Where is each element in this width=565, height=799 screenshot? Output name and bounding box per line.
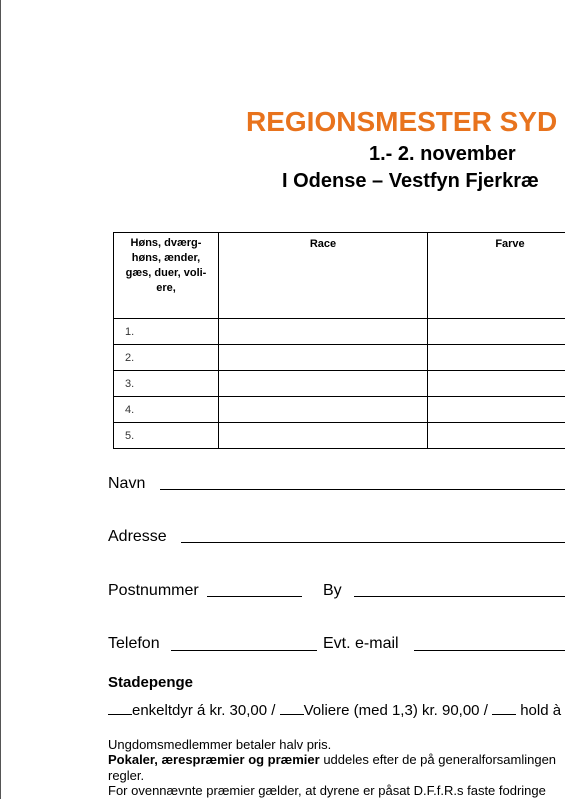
table-row[interactable]	[114, 423, 565, 449]
prizes-note-rest: uddeles efter de på generalforsamlingen	[319, 752, 557, 767]
hold-count-blank[interactable]	[492, 700, 516, 715]
column-header-race: Race	[219, 233, 428, 319]
row-number: 2.	[114, 345, 219, 371]
entry-table	[113, 232, 565, 449]
race-cell[interactable]	[219, 345, 428, 371]
name-label: Navn	[108, 475, 146, 492]
farve-cell[interactable]	[428, 345, 565, 371]
table-row[interactable]	[114, 345, 565, 371]
column-header-farve: Farve	[428, 233, 565, 319]
farve-cell[interactable]	[428, 319, 565, 345]
postal-field-line[interactable]	[207, 596, 302, 597]
aviary-fee-text: Voliere (med 1,3) kr. 90,00 /	[303, 702, 488, 719]
phone-label: Telefon	[108, 635, 160, 652]
aviary-count-blank[interactable]	[280, 700, 304, 715]
row-number: 3.	[114, 371, 219, 397]
rules-note: regler.	[108, 768, 145, 783]
single-fee-text: enkeltdyr á kr. 30,00 /	[132, 702, 276, 719]
row-number: 5.	[114, 423, 219, 449]
race-cell[interactable]	[219, 319, 428, 345]
race-cell[interactable]	[219, 371, 428, 397]
row-number: 4.	[114, 397, 219, 423]
farve-cell[interactable]	[428, 371, 565, 397]
column-header-species	[114, 233, 219, 319]
city-field-line[interactable]	[354, 596, 565, 597]
address-field-line[interactable]	[181, 542, 565, 543]
event-venue: I Odense – Vestfyn Fjerkræ	[282, 170, 539, 192]
species-header-line: ere,	[156, 282, 176, 294]
species-header-line: Høns, dværg-	[130, 237, 202, 249]
table-row[interactable]	[114, 371, 565, 397]
hold-fee-text: hold à	[520, 702, 562, 719]
table-header-row	[114, 233, 565, 319]
prizes-note-bold: Pokaler, ærespræmier og præmier	[108, 752, 320, 767]
fees-heading: Stadepenge	[108, 674, 194, 691]
phone-field-line[interactable]	[171, 650, 317, 651]
species-header-line: høns, ænder,	[131, 252, 201, 264]
table-row[interactable]	[114, 397, 565, 423]
table-row[interactable]	[114, 319, 565, 345]
race-cell[interactable]	[219, 397, 428, 423]
race-cell[interactable]	[219, 423, 428, 449]
feeding-note: For ovennævnte præmier gælder, at dyrene er påsat D.F.f.R.s faste fodringe	[108, 783, 546, 798]
page-title: REGIONSMESTER SYD	[246, 106, 558, 137]
single-count-blank[interactable]	[108, 700, 132, 715]
email-field-line[interactable]	[414, 650, 565, 651]
prizes-note	[108, 752, 556, 767]
address-label: Adresse	[108, 528, 167, 545]
event-date: 1.- 2. november	[369, 143, 516, 165]
youth-note: Ungdomsmedlemmer betaler halv pris.	[108, 737, 332, 752]
row-number: 1.	[114, 319, 219, 345]
name-field-line[interactable]	[160, 489, 565, 490]
postal-label: Postnummer	[108, 582, 199, 599]
city-label: By	[323, 582, 342, 599]
farve-cell[interactable]	[428, 423, 565, 449]
farve-cell[interactable]	[428, 397, 565, 423]
species-header-line: gæs, duer, voli-	[125, 267, 207, 279]
page-left-edge	[0, 0, 1, 799]
fees-line	[108, 700, 561, 719]
email-label: Evt. e-mail	[323, 635, 399, 652]
